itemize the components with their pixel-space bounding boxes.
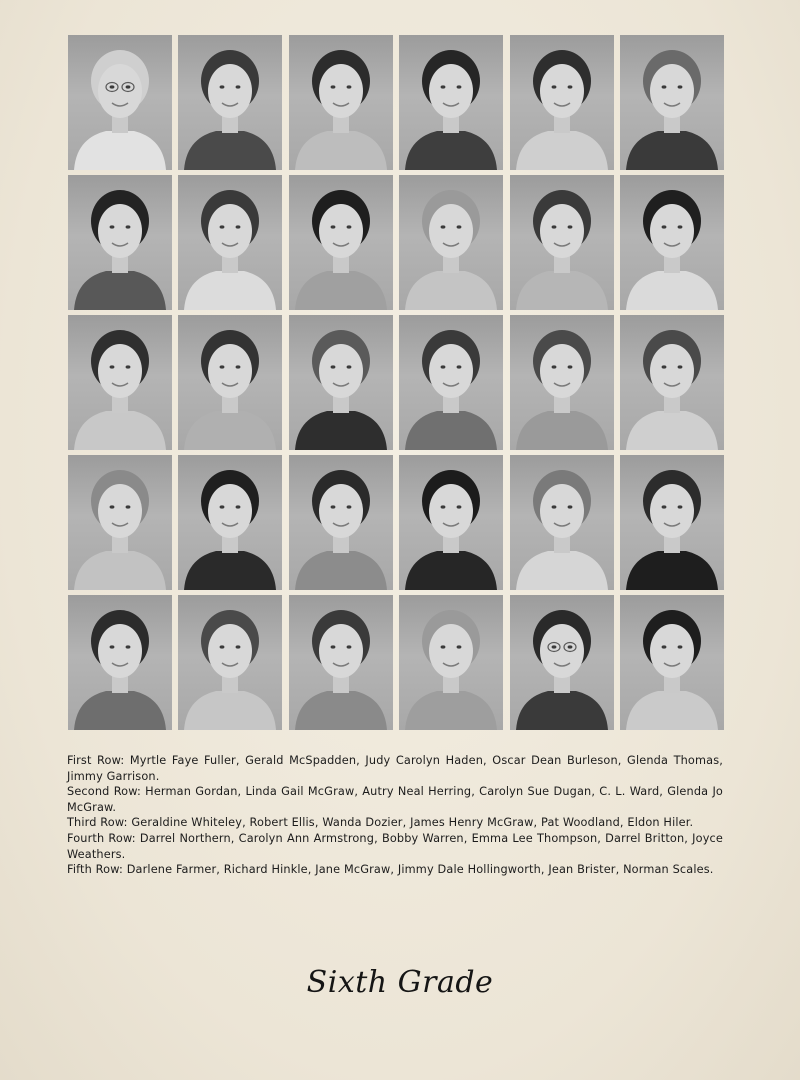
portrait-grid [68,35,724,729]
portrait-photo [68,175,172,310]
caption-fifth-row: Fifth Row: Darlene Farmer, Richard Hinkle, Jane McGraw, Jimmy Dale Hollingworth, Jean Brister, Norman Scales. [67,863,714,877]
portrait-photo [68,35,172,170]
portrait-photo [399,175,503,310]
student-portrait [289,175,393,310]
student-portrait [289,315,393,450]
student-portrait [399,455,503,590]
portrait-photo [178,595,282,730]
caption-fourth-row: Fourth Row: Darrel Northern, Carolyn Ann Armstrong, Bobby Warren, Emma Lee Thompson, Darrel Britton, Joyce Weathers. [67,831,723,861]
portrait-photo [68,455,172,590]
portrait-photo [178,175,282,310]
student-portrait [178,595,282,730]
portrait-photo [620,595,724,730]
portrait-photo [620,315,724,450]
portrait-photo [399,315,503,450]
portrait-photo [68,595,172,730]
student-portrait [510,175,614,310]
student-portrait [510,315,614,450]
portrait-photo [399,35,503,170]
portrait-photo [178,315,282,450]
student-portrait [620,175,724,310]
student-portrait [289,35,393,170]
student-portrait [178,35,282,170]
student-portrait [399,175,503,310]
portrait-photo [399,595,503,730]
student-portrait [68,175,172,310]
portrait-photo [510,595,614,730]
student-portrait [68,35,172,170]
portrait-photo [289,595,393,730]
portrait-photo [510,175,614,310]
portrait-photo [620,455,724,590]
portrait-photo [178,35,282,170]
portrait-photo [68,315,172,450]
student-portrait [399,35,503,170]
portrait-photo [289,175,393,310]
student-portrait [399,315,503,450]
portrait-photo [399,455,503,590]
student-portrait [399,595,503,730]
student-portrait [289,595,393,730]
student-portrait [68,595,172,730]
student-portrait [510,35,614,170]
student-portrait [620,35,724,170]
student-portrait [68,315,172,450]
student-portrait [289,455,393,590]
student-portrait [620,315,724,450]
portrait-photo [510,455,614,590]
student-portrait [68,455,172,590]
student-portrait [178,315,282,450]
student-portrait [620,455,724,590]
student-portrait [620,595,724,730]
portrait-photo [620,35,724,170]
student-portrait [510,595,614,730]
portrait-photo [289,455,393,590]
caption-second-row: Second Row: Herman Gordan, Linda Gail McGraw, Autry Neal Herring, Carolyn Sue Dugan, C. L. Ward, Glenda Jo McGraw. [67,785,723,814]
portrait-photo [620,175,724,310]
portrait-photo [510,35,614,170]
portrait-photo [289,315,393,450]
portrait-photo [178,455,282,590]
portrait-photo [510,315,614,450]
page-title: Sixth Grade [306,965,494,1000]
student-portrait [178,455,282,590]
student-portrait [178,175,282,310]
caption-first-row: First Row: Myrtle Faye Fuller, Gerald McSpadden, Judy Carolyn Haden, Oscar Dean Burleson, Glenda Thomas, Jimmy Garrison. [67,754,723,783]
student-portrait [510,455,614,590]
caption-third-row: Third Row: Geraldine Whiteley, Robert Ellis, Wanda Dozier, James Henry McGraw, Pat Woodland, Eldon Hiler. [67,816,694,830]
portrait-photo [289,35,393,170]
caption [67,753,723,878]
